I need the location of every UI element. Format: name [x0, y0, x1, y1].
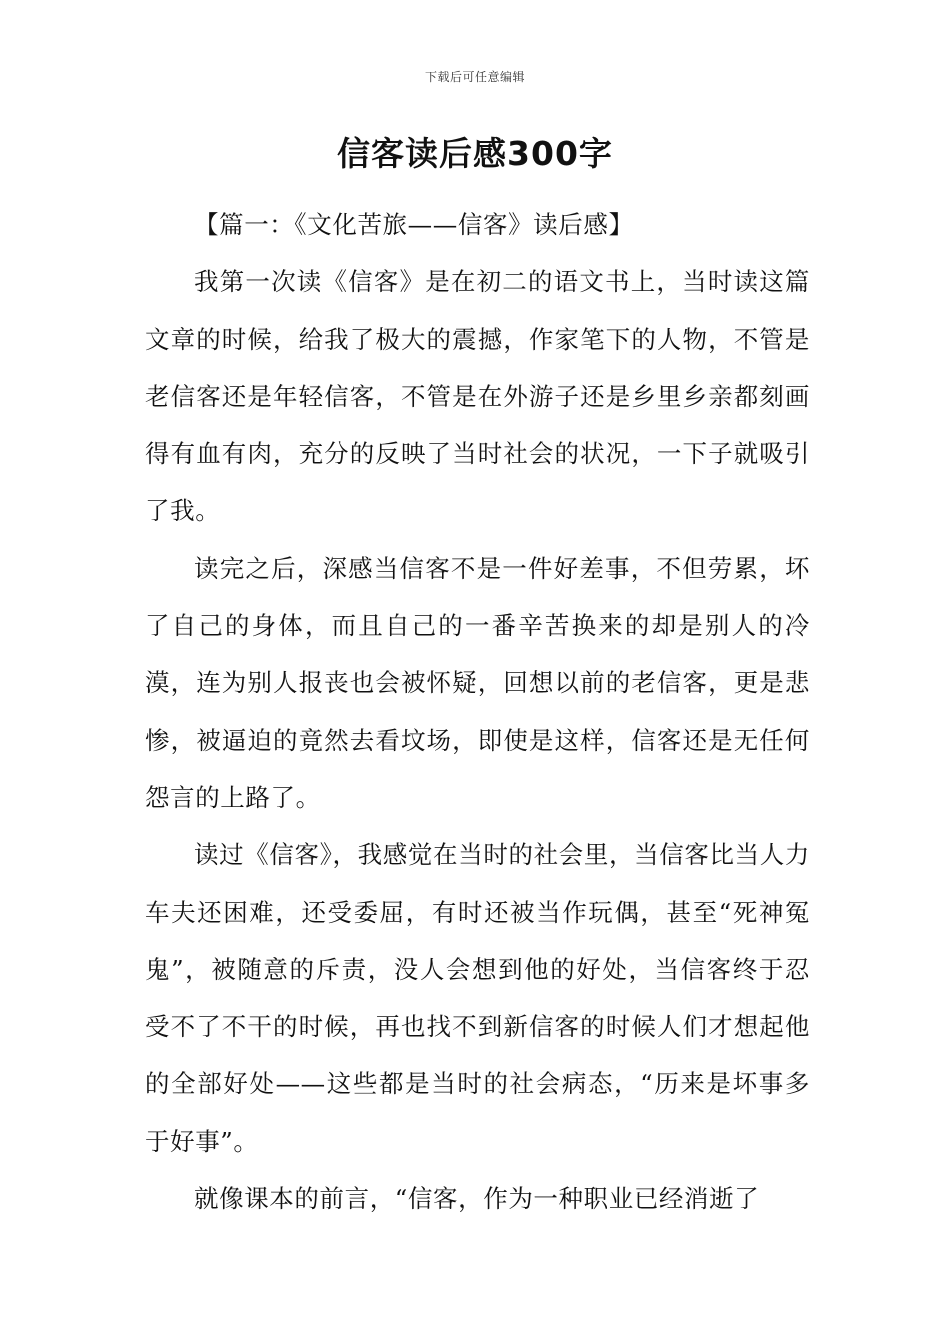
paragraph: 我第一次读《信客》是在初二的语文书上，当时读这篇文章的时候，给我了极大的震撼，作家笔下的人物，不管是老信客还是年轻信客，不管是在外游子还是乡里乡亲都刻画得有血有肉，充分的反映了当时社会的状况，一下子就吸引了我。	[145, 267, 810, 526]
paragraph: 就像课本的前言，“信客，作为一种职业已经消逝了	[194, 1184, 760, 1214]
document-body	[145, 196, 810, 1227]
paragraph: 读完之后，深感当信客不是一件好差事，不但劳累，坏了自己的身体，而且自己的一番辛苦换来的却是别人的冷漠，连为别人报丧也会被怀疑，回想以前的老信客，更是悲惨，被逼迫的竟然去看坟场，即使是这样，信客还是无任何怨言的上路了。	[145, 553, 810, 812]
paragraph: 读过《信客》，我感觉在当时的社会里，当信客比当人力车夫还困难，还受委屈，有时还被当作玩偶，甚至“死神冤鬼”，被随意的斥责，没人会想到他的好处，当信客终于忍受不了不干的时候，再也找不到新信客的时候人们才想起他的全部好处——这些都是当时的社会病态，“历来是坏事多于好事”。	[145, 840, 810, 1156]
document-title: 信客读后感300字	[337, 134, 613, 173]
header-note: 下载后可任意编辑	[424, 70, 525, 84]
section-heading: 【篇一：《文化苦旅——信客》读后感】	[194, 210, 634, 239]
